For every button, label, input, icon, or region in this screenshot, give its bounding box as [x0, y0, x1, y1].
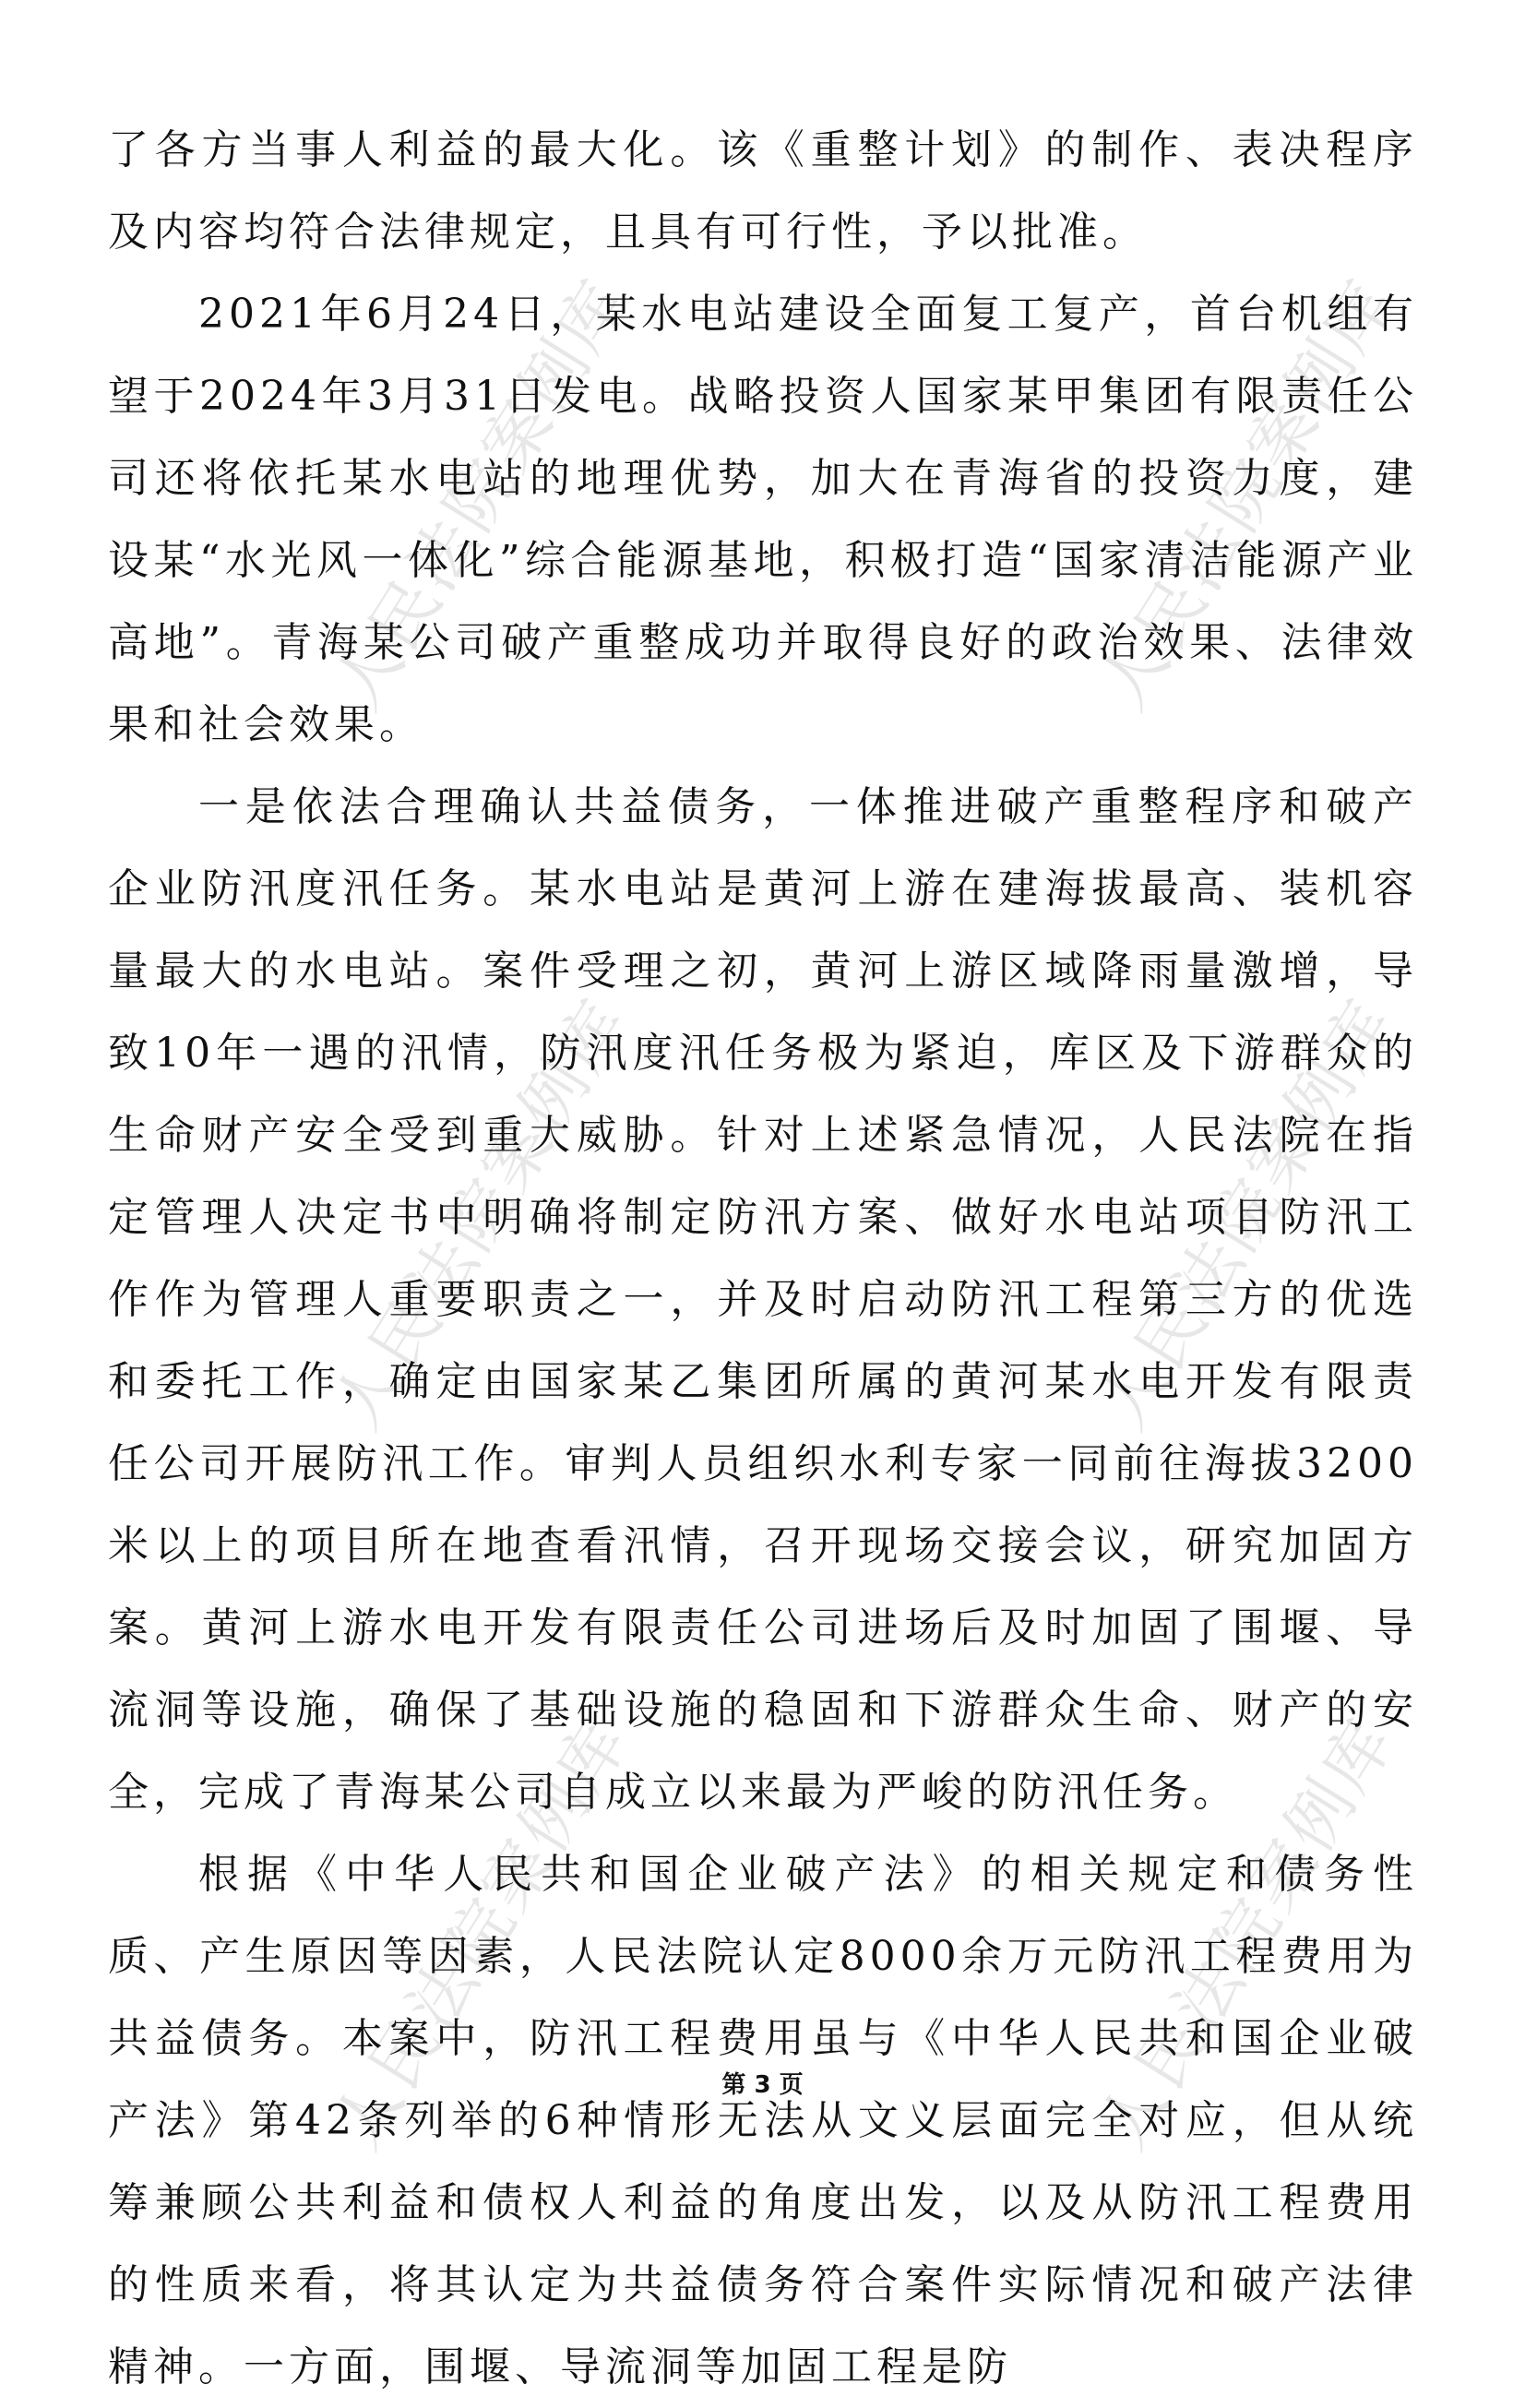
watermark: 人民法院案例库 [1083, 265, 1410, 723]
watermark: 人民法院案例库 [1083, 984, 1410, 1443]
page-number: 第 3 页 [721, 2071, 804, 2099]
watermark: 人民法院案例库 [317, 984, 644, 1443]
paragraph: 2021年6月24日，某水电站建设全面复工复产，首台机组有望于2024年3月31日发电。战略投资人国家某甲集团有限责任公司还将依托某水电站的地理优势，加大在青海省的投资力度，建设某“水光风一体化”综合能源基地，积极打造“国家清洁能源产业高地”。青海某公司破产重整成功并取得良好的政治效果、法律效果和社会效果。 [108, 291, 1418, 748]
watermark: 人民法院案例库 [317, 1704, 644, 2163]
watermark: 人民法院案例库 [317, 265, 644, 723]
paragraph: 根据《中华人民共和国企业破产法》的相关规定和债务性质、产生原因等因素，人民法院认定8000余万元防汛工程费用为共益债务。本案中，防汛工程费用虽与《中华人民共和国企业破产法》第42条列举的6种情形无法从文义层面完全对应，但从统筹兼顾公共利益和债权人利益的角度出发，以及从防汛工程费用的性质来看，将其认定为共益债务符合案件实际情况和破产法律精神。一方面，围堰、导流洞等加固工程是防 [108, 1851, 1418, 2390]
watermark: 人民法院案例库 [1083, 1704, 1410, 2163]
paragraph: 了各方当事人利益的最大化。该《重整计划》的制作、表决程序及内容均符合法律规定，且具有可行性，予以批准。 [108, 126, 1418, 256]
document-body [108, 109, 1418, 2408]
paragraph: 一是依法合理确认共益债务，一体推进破产重整程序和破产企业防汛度汛任务。某水电站是黄河上游在建海拔最高、装机容量最大的水电站。案件受理之初，黄河上游区域降雨量激增，导致10年一遇的汛情，防汛度汛任务极为紧迫，库区及下游群众的生命财产安全受到重大威胁。针对上述紧急情况，人民法院在指定管理人决定书中明确将制定防汛方案、做好水电站项目防汛工作作为管理人重要职责之一，并及时启动防汛工程第三方的优选和委托工作，确定由国家某乙集团所属的黄河某水电开发有限责任公司开展防汛工作。审判人员组织水利专家一同前往海拔3200米以上的项目所在地查看汛情，召开现场交接会议，研究加固方案。黄河上游水电开发有限责任公司进场后及时加固了围堰、导流洞等设施，确保了基础设施的稳固和下游群众生命、财产的安全，完成了青海某公司自成立以来最为严峻的防汛任务。 [108, 783, 1418, 1816]
